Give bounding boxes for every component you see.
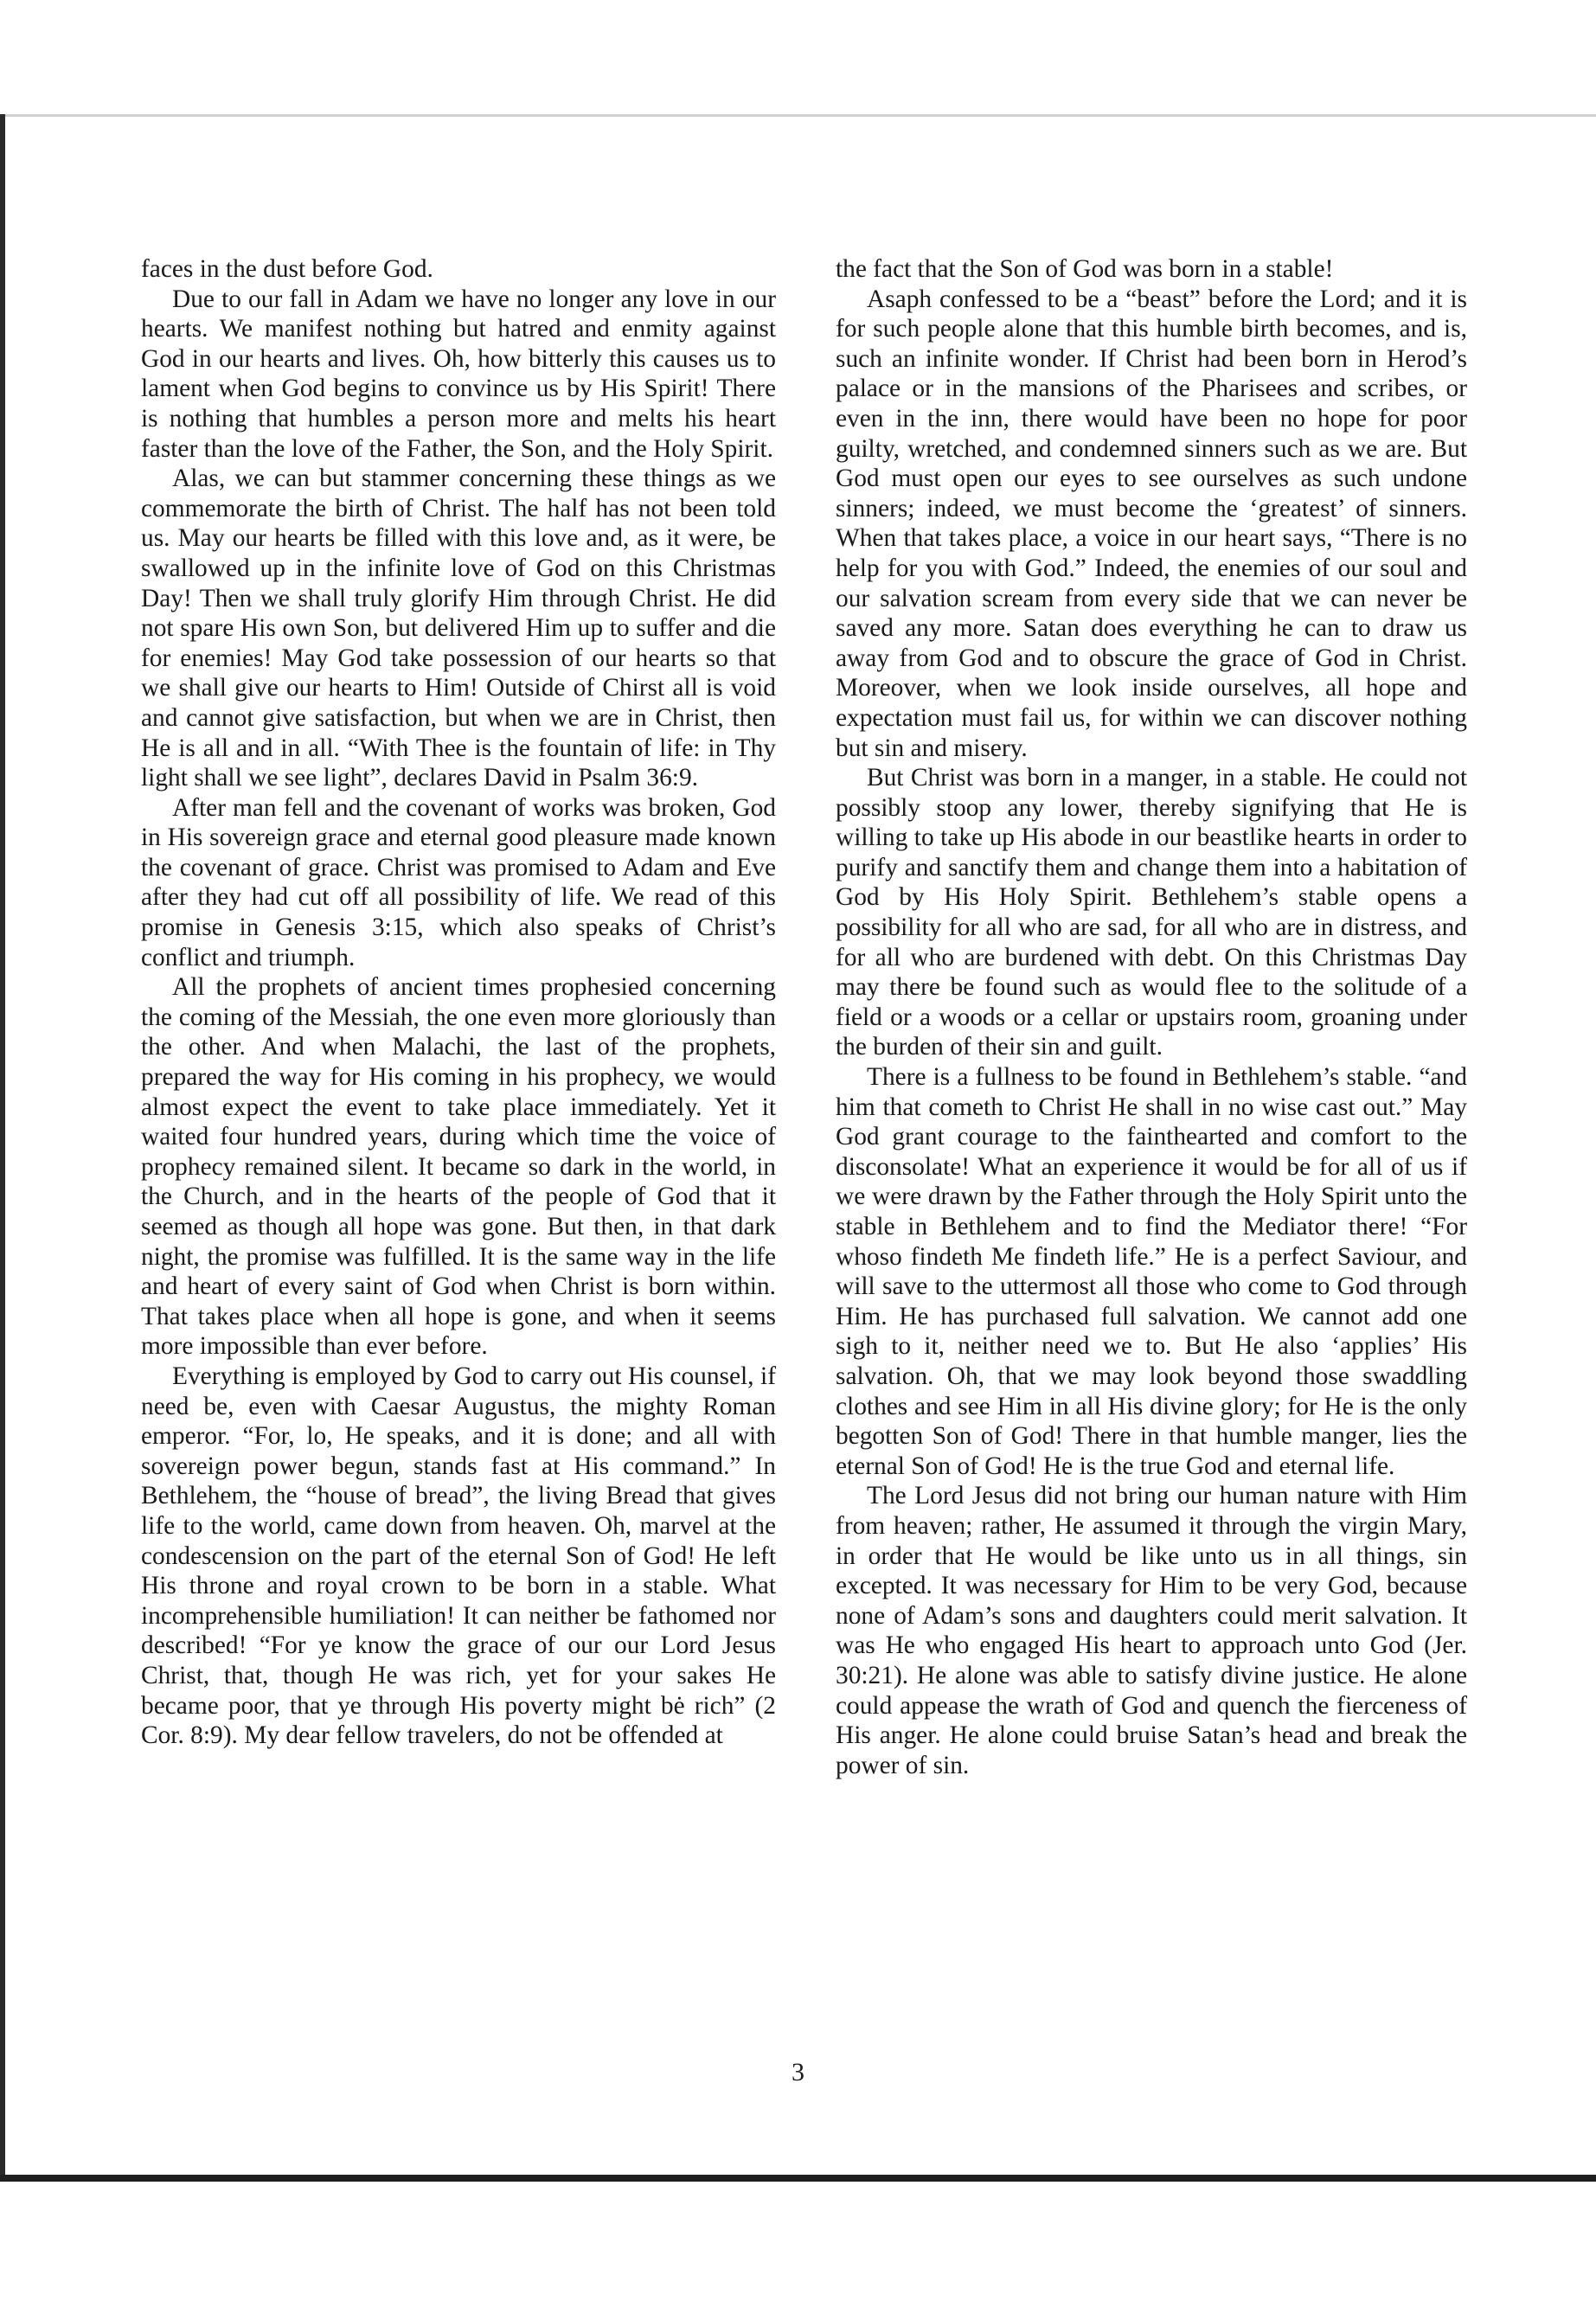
paragraph: faces in the dust before God. (141, 255, 433, 283)
paragraph: There is a fullness to be found in Bethlehem’s stable. “and him that cometh to Christ He shall in no wise cast out.” May God grant courage to the fainthearted and comfort to the disconsolate! What an experience it would be for all of us if we were drawn by the Father through the Holy Spirit unto the stable in Bethlehem and to find the Mediator there! “For whoso findeth Me findeth life.” He is a perfect Saviour, and will save to the uttermost all those who come to God through Him. He has purchased full salvation. We cannot add one sigh to it, neither need we to. But He also ‘applies’ His salvation. Oh, that we may look beyond those swaddling clothes and see Him in all His divine glory; for He is the only begotten Son of God! There in that humble manger, lies the eternal Son of God! He is the true God and eternal life. (836, 1063, 1467, 1480)
paragraph: The Lord Jesus did not bring our human nature with Him from heaven; rather, He assumed it through the virgin Mary, in order that He would be like unto us in all things, sin excepted. It was necessary for Him to be very God, because none of Adam’s sons and daughters could merit salvation. It was He who engaged His heart to approach unto God (Jer. 30:21). He alone was able to satisfy divine justice. He alone could appease the wrath of God and quench the fierceness of His anger. He alone could bruise Satan’s head and break the power of sin. (836, 1482, 1467, 1779)
right-column (836, 254, 1467, 1780)
paragraph: Alas, we can but stammer concerning these things as we commemorate the birth of Christ. The half has not been told us. May our hearts be filled with this love and, as it were, be swallowed up in the infinite love of God on this Christmas Day! Then we shall truly glorify Him through Christ. He did not spare His own Son, but delivered Him up to suffer and die for enemies! May God take possession of our hearts so that we shall give our hearts to Him! Outside of Chirst all is void and cannot give satisfaction, but when we are in Christ, then He is all and in all. “With Thee is the fountain of life: in Thy light shall we see light”, declares David in Psalm 36:9. (141, 465, 776, 792)
paragraph: Everything is employed by God to carry out His counsel, if need be, even with Caesar Augustus, the mighty Roman emperor. “For, lo, He speaks, and it is done; and all with sovereign power begun, stands fast at His command.” In Bethlehem, the “house of bread”, the living Bread that gives life to the world, came down from heaven. Oh, marvel at the condescension on the part of the eternal Son of God! He left His throne and royal crown to be born in a stable. What incomprehensible humiliation! It can neither be fathomed nor described! “For ye know the grace of our our Lord Jesus Christ, that, though He was rich, yet for your sakes He became poor, that ye through His poverty might bė rich” (2 Cor. 8:9). My dear fellow travelers, do not be offended at (141, 1362, 776, 1750)
paragraph: But Christ was born in a manger, in a stable. He could not possibly stoop any lower, thereby signifying that He is willing to take up His abode in our beastlike hearts in order to purify and sanctify them and change them into a habitation of God by His Holy Spirit. Bethlehem’s stable opens a possibility for all who are sad, for all who are in distress, and for all who are burdened with debt. On this Christmas Day may there be found such as would flee to the solitude of a field or a woods or a cellar or upstairs room, groaning under the burden of their sin and guilt. (836, 764, 1467, 1061)
paragraph: the fact that the Son of God was born in a stable! (836, 255, 1334, 283)
page-bottom-edge (0, 2175, 1596, 2182)
page-top-margin (0, 0, 1596, 117)
page-number: 3 (792, 2058, 804, 2086)
paragraph: Asaph confessed to be a “beast” before the Lord; and it is for such people alone that this humble birth becomes, and is, such an infinite wonder. If Christ had been born in Herod’s palace or in the mansions of the Pharisees and scribes, or even in the inn, there would have been no hope for poor guilty, wretched, and condemned sinners such as we are. But God must open our eyes to see ourselves as such undone sinners; indeed, we must become the ‘greatest’ of sinners. When that takes place, a voice in our heart says, “There is no help for you with God.” Indeed, the enemies of our soul and our salvation scream from every side that we can never be saved any more. Satan does everything he can to draw us away from God and to obscure the grace of God in Christ. Moreover, when we look inside ourselves, all hope and expectation must fail us, for within we can discover nothing but sin and misery. (836, 285, 1467, 762)
page-bottom-margin (0, 2182, 1596, 2301)
left-column (141, 254, 776, 1751)
page-left-edge (0, 114, 5, 2180)
paragraph: After man fell and the covenant of works was broken, God in His sovereign grace and eternal good pleasure made known the covenant of grace. Christ was promised to Adam and Eve after they had cut off all possibility of life. We read of this promise in Genesis 3:15, which also speaks of Christ’s conflict and triumph. (141, 793, 776, 971)
paragraph: All the prophets of ancient times prophesied concerning the coming of the Messiah, the one even more gloriously than the other. And when Malachi, the last of the prophets, prepared the way for His coming in his prophecy, we would almost expect the event to take place immediately. Yet it waited four hundred years, during which time the voice of prophecy remained silent. It became so dark in the world, in the Church, and in the hearts of the people of God that it seemed as though all hope was gone. But then, in that dark night, the promise was fulfilled. It is the same way in the life and heart of every saint of God when Christ is born within. That takes place when all hope is gone, and when it seems more impossible than ever before. (141, 973, 776, 1361)
paragraph: Due to our fall in Adam we have no longer any love in our hearts. We manifest nothing but hatred and enmity against God in our hearts and lives. Oh, how bitterly this causes us to lament when God begins to convince us by His Spirit! There is nothing that humbles a person more and melts his heart faster than the love of the Father, the Son, and the Holy Spirit. (141, 285, 776, 463)
